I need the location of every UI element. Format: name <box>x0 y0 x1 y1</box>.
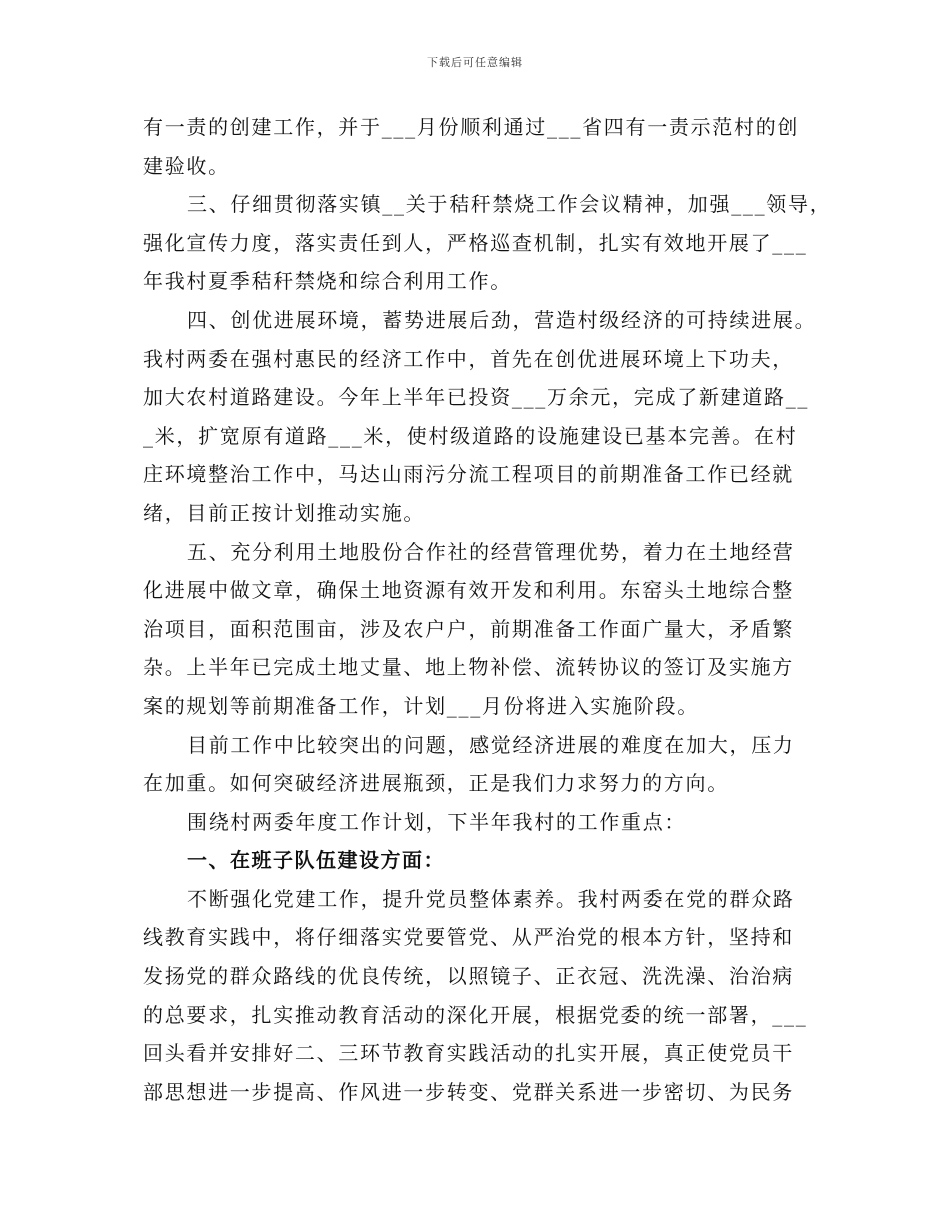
text-line: _米，扩宽原有道路___米，使村级道路的设施建设已基本完善。在村 <box>143 423 798 448</box>
text-line: 杂。上半年已完成土地丈量、地上物补偿、流转协议的签订及实施方 <box>143 655 794 680</box>
page-header: 下载后可任意编辑 <box>427 56 523 69</box>
section-heading: 一、在班子队伍建设方面： <box>187 848 445 873</box>
text-line: 绪，目前正按计划推动实施。 <box>143 500 426 525</box>
text-line: 化进展中做文章，确保土地资源有效开发和利用。东窑头土地综合整 <box>143 578 794 603</box>
text-line: 在加重。如何突破经济进展瓶颈，正是我们力求努力的方向。 <box>143 771 729 796</box>
paragraph-start: 目前工作中比较突出的问题，感觉经济进展的难度在加大，压力 <box>187 732 795 757</box>
text-line: 部思想进一步提高、作风进一步转变、党群关系进一步密切、为民务 <box>143 1079 794 1104</box>
document-body <box>143 108 832 1111</box>
text-line: 建验收。 <box>143 153 230 178</box>
paragraph-start: 围绕村两委年度工作计划，下半年我村的工作重点： <box>187 809 687 834</box>
text-line: 的总要求，扎实推动教育活动的深化开展，根据党委的统一部署，___ <box>143 1002 808 1027</box>
text-line: 我村两委在强村惠民的经济工作中，首先在创优进展环境上下功夫， <box>143 346 794 371</box>
text-line: 回头看并安排好二、三环节教育实践活动的扎实开展，真正使党员干 <box>143 1041 794 1066</box>
text-line: 强化宣传力度，落实责任到人，严格巡查机制，扎实有效地开展了___ <box>143 230 808 255</box>
text-line: 线教育实践中，将仔细落实党要管党、从严治党的根本方针，坚持和 <box>143 925 794 950</box>
text-line: 加大农村道路建设。今年上半年已投资___万余元，完成了新建道路__ <box>143 385 810 410</box>
paragraph-start: 三、仔细贯彻落实镇__关于秸秆禁烧工作会议精神，加强___领导， <box>187 192 832 217</box>
text-line: 年我村夏季秸秆禁烧和综合利用工作。 <box>143 269 512 294</box>
text-line: 有一责的创建工作，并于___月份顺利通过___省四有一责示范村的创 <box>143 115 800 139</box>
paragraph-start: 五、充分利用土地股份合作社的经营管理优势，着力在土地经营 <box>187 539 795 564</box>
text-line: 案的规划等前期准备工作，计划___月份将进入实施阶段。 <box>143 693 699 718</box>
text-line: 发扬党的群众路线的优良传统，以照镜子、正衣冠、洗洗澡、治治病 <box>143 964 794 989</box>
paragraph-start: 四、创优进展环境，蓄势进展后劲，营造村级经济的可持续进展。 <box>187 307 817 332</box>
text-line: 庄环境整治工作中，马达山雨污分流工程项目的前期准备工作已经就 <box>143 462 794 487</box>
text-line: 治项目，面积范围亩，涉及农户户，前期准备工作面广量大，矛盾繁 <box>143 616 794 641</box>
paragraph-start: 不断强化党建工作，提升党员整体素养。我村两委在党的群众路 <box>187 886 795 911</box>
